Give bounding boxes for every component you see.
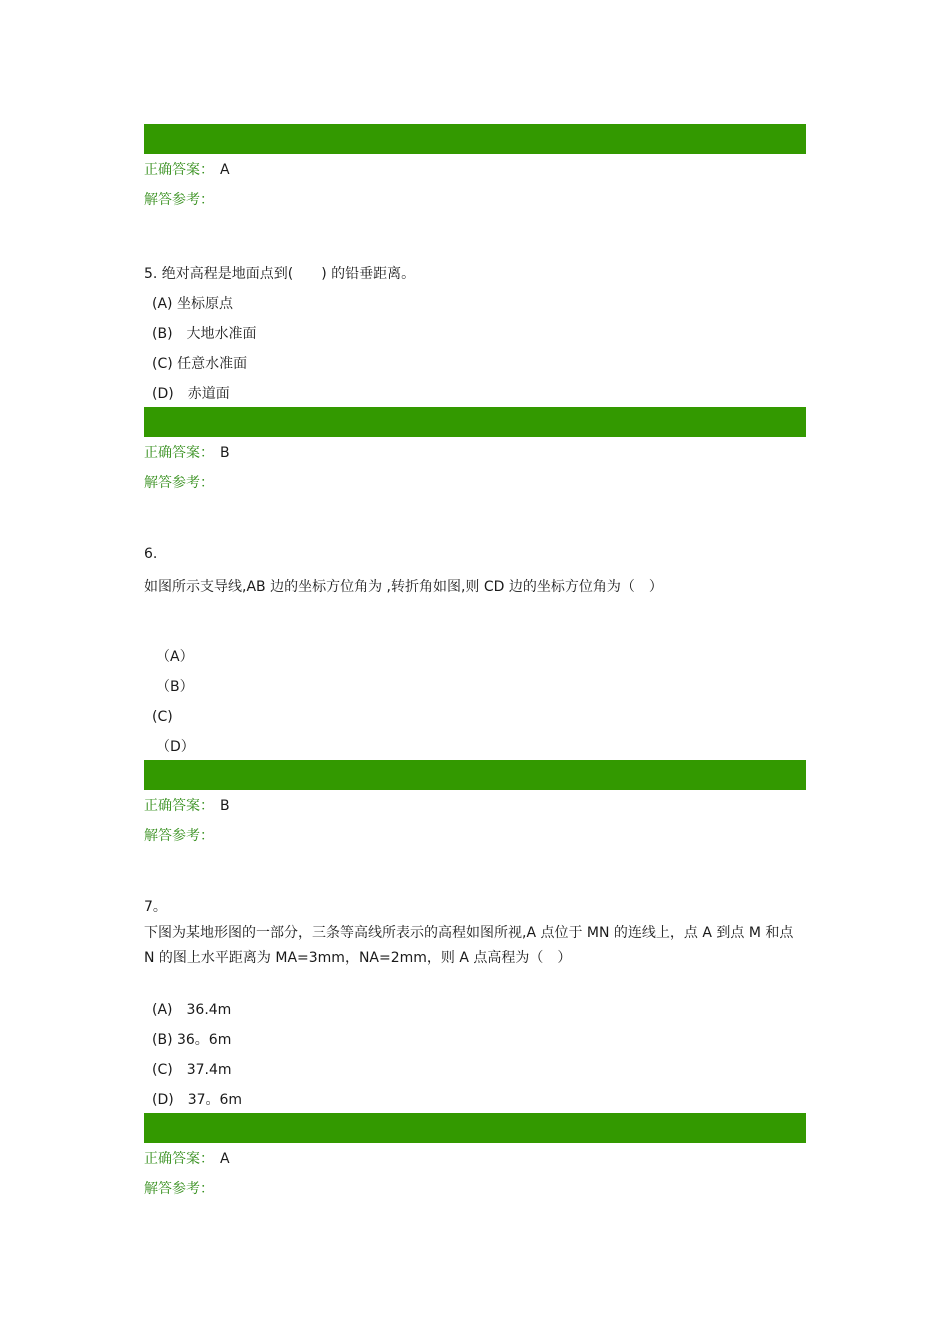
correct-answer-row xyxy=(144,797,230,815)
question-6-option-c[interactable]: (C) xyxy=(152,709,173,725)
correct-answer-row xyxy=(144,161,230,179)
question-6-option-a[interactable]: （A） xyxy=(156,649,194,665)
correct-answer-row xyxy=(144,444,230,462)
correct-answer-value: A xyxy=(220,162,230,178)
answer-reference-label: 解答参考： xyxy=(144,1181,214,1197)
question-6-stem: 如图所示支导线,AB 边的坐标方位角为 ,转折角如图,则 CD 边的坐标方位角为（ ） xyxy=(144,579,663,595)
answer-reference-label: 解答参考： xyxy=(144,828,214,844)
answer-bar xyxy=(144,124,806,154)
correct-answer-label: 正确答案： xyxy=(144,1151,214,1167)
answer-reference-label: 解答参考： xyxy=(144,192,214,208)
question-5-stem: 5. 绝对高程是地面点到( ) 的铅垂距离。 xyxy=(144,266,416,282)
question-7-option-a[interactable]: (A) 36.4m xyxy=(152,1002,232,1018)
question-6-option-d[interactable]: （D） xyxy=(156,739,195,755)
answer-bar xyxy=(144,1113,806,1143)
question-5-option-d[interactable]: (D) 赤道面 xyxy=(152,386,230,402)
answer-bar xyxy=(144,407,806,437)
question-7-option-d[interactable]: (D) 37。6m xyxy=(152,1092,243,1108)
question-5-option-c[interactable]: (C) 任意水准面 xyxy=(152,356,248,372)
answer-reference-label: 解答参考： xyxy=(144,475,214,491)
question-7-stem-line-2: N 的图上水平距离为 MA=3mm，NA=2mm，则 A 点高程为（ ） xyxy=(144,950,572,966)
question-7-number: 7。 xyxy=(144,899,167,915)
correct-answer-value: B xyxy=(220,445,230,461)
answer-bar xyxy=(144,760,806,790)
correct-answer-value: B xyxy=(220,798,230,814)
question-5-option-b[interactable]: (B) 大地水准面 xyxy=(152,326,257,342)
correct-answer-label: 正确答案： xyxy=(144,798,214,814)
correct-answer-label: 正确答案： xyxy=(144,162,214,178)
correct-answer-value: A xyxy=(220,1151,230,1167)
question-7-stem-line-1: 下图为某地形图的一部分，三条等高线所表示的高程如图所视,A 点位于 MN 的连线上，点 A 到点 M 和点 xyxy=(144,925,794,941)
question-7-option-b[interactable]: (B) 36。6m xyxy=(152,1032,232,1048)
question-6-option-b[interactable]: （B） xyxy=(156,679,194,695)
question-6-number: 6. xyxy=(144,546,158,562)
correct-answer-label: 正确答案： xyxy=(144,445,214,461)
question-5-option-a[interactable]: (A) 坐标原点 xyxy=(152,296,233,312)
question-7-option-c[interactable]: (C) 37.4m xyxy=(152,1062,232,1078)
correct-answer-row xyxy=(144,1150,230,1168)
